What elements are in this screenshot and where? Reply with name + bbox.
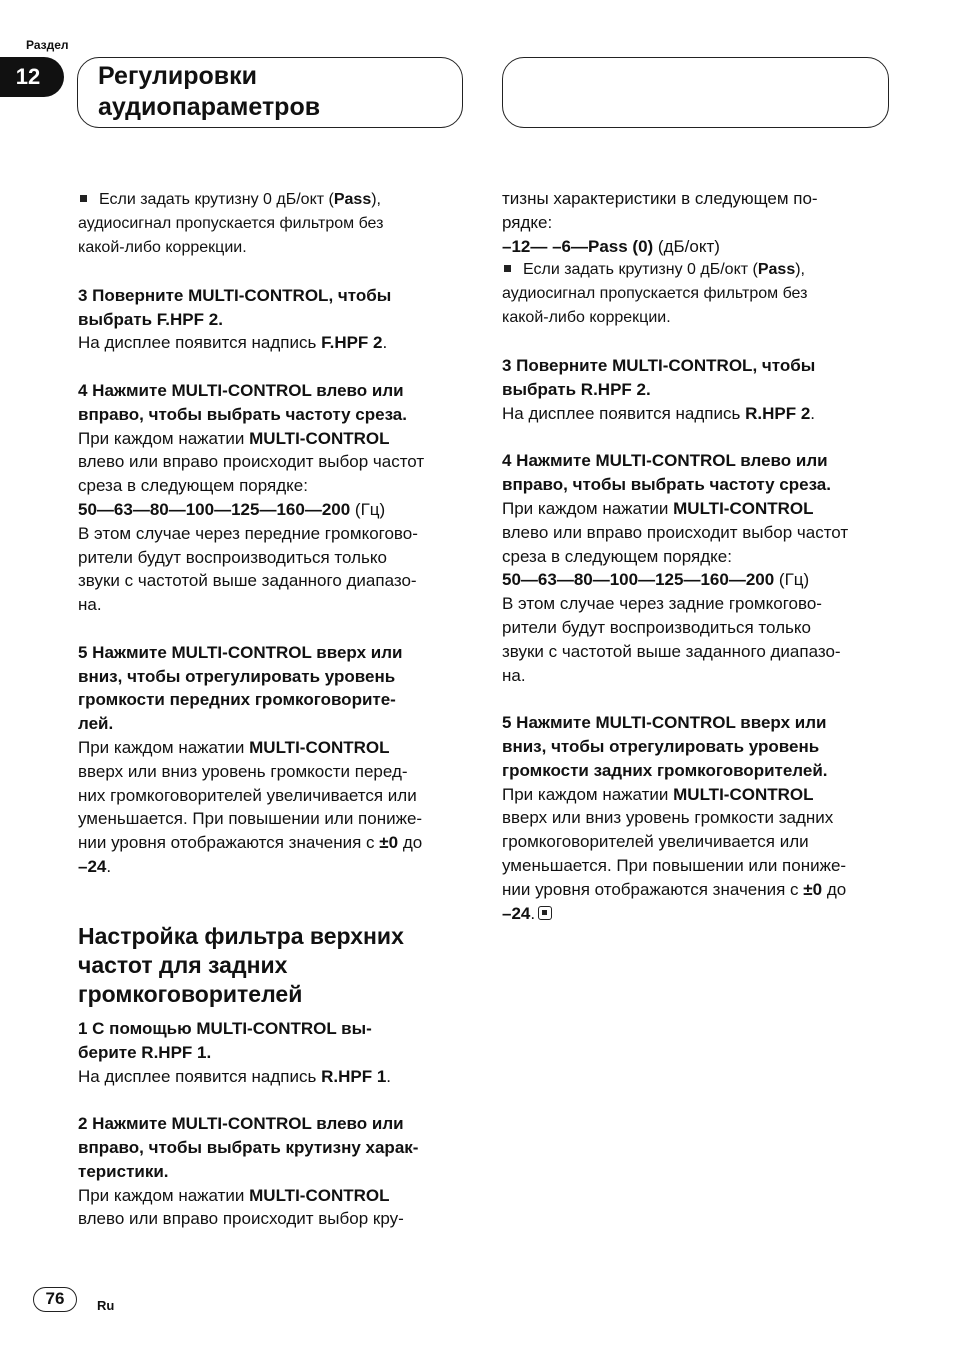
end-of-section-icon	[538, 906, 552, 920]
step-text: вверх или вниз уровень громкости задних	[502, 808, 834, 828]
page-number: 76	[33, 1287, 77, 1312]
step-text: влево или вправо происходит выбор частот	[502, 522, 849, 542]
text-bold: R.HPF 1	[321, 1066, 387, 1086]
step-text: рядке:	[502, 212, 553, 232]
text: до	[822, 879, 847, 899]
step-heading: вправо, чтобы выбрать частоту среза.	[78, 404, 407, 424]
unit: (дБ/окт)	[653, 236, 720, 256]
step-heading: берите R.HPF 1.	[78, 1042, 212, 1062]
step-heading: 4 Нажмите MULTI-CONTROL влево или	[502, 451, 828, 471]
step-text	[78, 1184, 470, 1208]
text: На дисплее появится надпись	[502, 403, 746, 423]
text: .	[530, 903, 536, 923]
page-title	[77, 57, 463, 128]
step-text: на.	[78, 595, 102, 615]
step-text: на.	[502, 665, 526, 685]
text: При каждом нажатии	[78, 1185, 250, 1205]
step-text	[502, 402, 896, 426]
step-text	[502, 902, 896, 926]
section-heading	[78, 922, 470, 1009]
text: На дисплее появится надпись	[78, 1066, 322, 1086]
step-heading: 2 Нажмите MULTI-CONTROL влево или	[78, 1114, 404, 1134]
step-text: рители будут воспроизводиться только	[502, 617, 811, 637]
note-text: ),	[795, 261, 805, 279]
step-heading: громкости задних громкоговорителей.	[502, 760, 828, 780]
text: При каждом нажатии	[502, 784, 674, 804]
step-text: звуки с частотой выше заданного диапазо-	[502, 641, 841, 661]
step-heading: выбрать F.HPF 2.	[78, 309, 223, 329]
step-heading: 1 С помощью MULTI-CONTROL вы-	[78, 1019, 372, 1038]
section-heading-line: частот для задних	[78, 952, 288, 978]
text: При каждом нажатии	[78, 428, 250, 448]
step-text	[78, 831, 470, 855]
bullet-icon	[80, 195, 87, 202]
note-text: ),	[371, 191, 381, 208]
step-heading: лей.	[78, 714, 114, 734]
step-text: уменьшается. При повышении или пониже-	[502, 855, 847, 875]
note-bold: Pass	[757, 261, 796, 279]
step-text	[502, 568, 896, 592]
step-text: звуки с частотой выше заданного диапазо-	[78, 571, 417, 591]
note-line: аудиосигнал пропускается фильтром без	[502, 285, 808, 303]
step-heading: вправо, чтобы выбрать частоту среза.	[502, 475, 831, 495]
unit: (Гц)	[774, 570, 810, 590]
step-text: влево или вправо происходит выбор кру-	[78, 1209, 404, 1229]
left-column	[78, 188, 470, 879]
text-bold: F.HPF 2	[321, 333, 383, 353]
language-code: Ru	[97, 1298, 115, 1313]
step-heading: теристики.	[78, 1161, 169, 1181]
step-text	[78, 1065, 470, 1089]
section-heading-line: громкоговорителей	[78, 981, 303, 1007]
step-text: них громкоговорителей увеличивается или	[78, 785, 417, 805]
page-title-line: аудиопараметров	[98, 93, 321, 121]
section-heading-line: Настройка фильтра верхних	[78, 923, 404, 949]
page-title-line: Регулировки	[98, 62, 257, 90]
step-text: вверх или вниз уровень громкости перед-	[78, 761, 408, 781]
bullet-icon	[504, 265, 511, 272]
text: .	[106, 856, 112, 876]
step-heading: вниз, чтобы отрегулировать уровень	[78, 666, 396, 686]
note-pass-right	[502, 258, 896, 330]
section-number-badge: 12	[0, 57, 64, 97]
text-bold: MULTI-CONTROL	[673, 784, 814, 804]
note-line: какой-либо коррекции.	[502, 309, 671, 327]
text-bold: MULTI-CONTROL	[249, 1185, 390, 1205]
text: При каждом нажатии	[78, 737, 250, 757]
step-heading: 3 Поверните MULTI-CONTROL, чтобы	[502, 356, 816, 376]
step-text	[78, 331, 470, 355]
step-text: В этом случае через задние громкогово-	[502, 594, 822, 614]
text: При каждом нажатии	[502, 498, 674, 518]
text: нии уровня отображаются значения с	[502, 879, 804, 899]
note-text: Если задать крутизну 0 дБ/окт (	[523, 261, 758, 279]
note-line: какой-либо коррекции.	[78, 239, 247, 256]
note-bold: Pass	[333, 191, 372, 208]
text-bold: R.HPF 2	[745, 403, 811, 423]
step-text	[502, 497, 896, 521]
step-text: влево или вправо происходит выбор частот	[78, 452, 425, 472]
slope-sequence: –12— –6—Pass (0)	[502, 236, 654, 256]
text: .	[810, 403, 816, 423]
text-bold: MULTI-CONTROL	[249, 428, 390, 448]
left-column-lower	[78, 1017, 470, 1231]
step-text: тизны характеристики в следующем по-	[502, 189, 818, 208]
text-bold: MULTI-CONTROL	[249, 737, 390, 757]
step-heading: 3 Поверните MULTI-CONTROL, чтобы	[78, 285, 392, 305]
step-text: громкоговорителей увеличивается или	[502, 832, 809, 852]
text-bold: –24	[78, 856, 107, 876]
freq-sequence: 50—63—80—100—125—160—200	[502, 570, 775, 590]
step-text: В этом случае через передние громкогово-	[78, 523, 418, 543]
text: На дисплее появится надпись	[78, 333, 322, 353]
text-bold: ±0	[803, 879, 823, 899]
text: нии уровня отображаются значения с	[78, 833, 380, 853]
step-heading: вниз, чтобы отрегулировать уровень	[502, 736, 820, 756]
step-text	[502, 783, 896, 807]
step-text: рители будут воспроизводиться только	[78, 547, 387, 567]
text: .	[382, 333, 388, 353]
text-bold: –24	[502, 903, 531, 923]
section-label: Раздел	[26, 38, 69, 52]
note-pass-left	[78, 188, 470, 260]
step-text	[502, 878, 896, 902]
freq-sequence: 50—63—80—100—125—160—200	[78, 499, 351, 519]
unit: (Гц)	[350, 499, 386, 519]
note-text: Если задать крутизну 0 дБ/окт (	[99, 191, 334, 208]
header-empty-box	[502, 57, 889, 128]
step-text: среза в следующем порядке:	[502, 546, 732, 566]
step-text: уменьшается. При повышении или пониже-	[78, 809, 423, 829]
step-text	[78, 736, 470, 760]
note-line: аудиосигнал пропускается фильтром без	[78, 215, 384, 232]
step-heading: громкости передних громкоговорите-	[78, 690, 396, 710]
step-heading: вправо, чтобы выбрать крутизну харак-	[78, 1137, 419, 1157]
text: до	[398, 833, 423, 853]
step-heading: выбрать R.HPF 2.	[502, 379, 651, 399]
step-heading: 5 Нажмите MULTI-CONTROL вверх или	[78, 642, 403, 662]
step-text	[78, 498, 470, 522]
step-heading: 5 Нажмите MULTI-CONTROL вверх или	[502, 713, 827, 733]
text-bold: ±0	[379, 833, 399, 853]
text-bold: MULTI-CONTROL	[673, 498, 814, 518]
step-heading: 4 Нажмите MULTI-CONTROL влево или	[78, 380, 404, 400]
step-text: среза в следующем порядке:	[78, 476, 308, 496]
right-column	[502, 187, 896, 925]
step-text	[78, 855, 470, 879]
step-text	[78, 427, 470, 451]
text: .	[386, 1066, 392, 1086]
step-text	[502, 235, 896, 259]
